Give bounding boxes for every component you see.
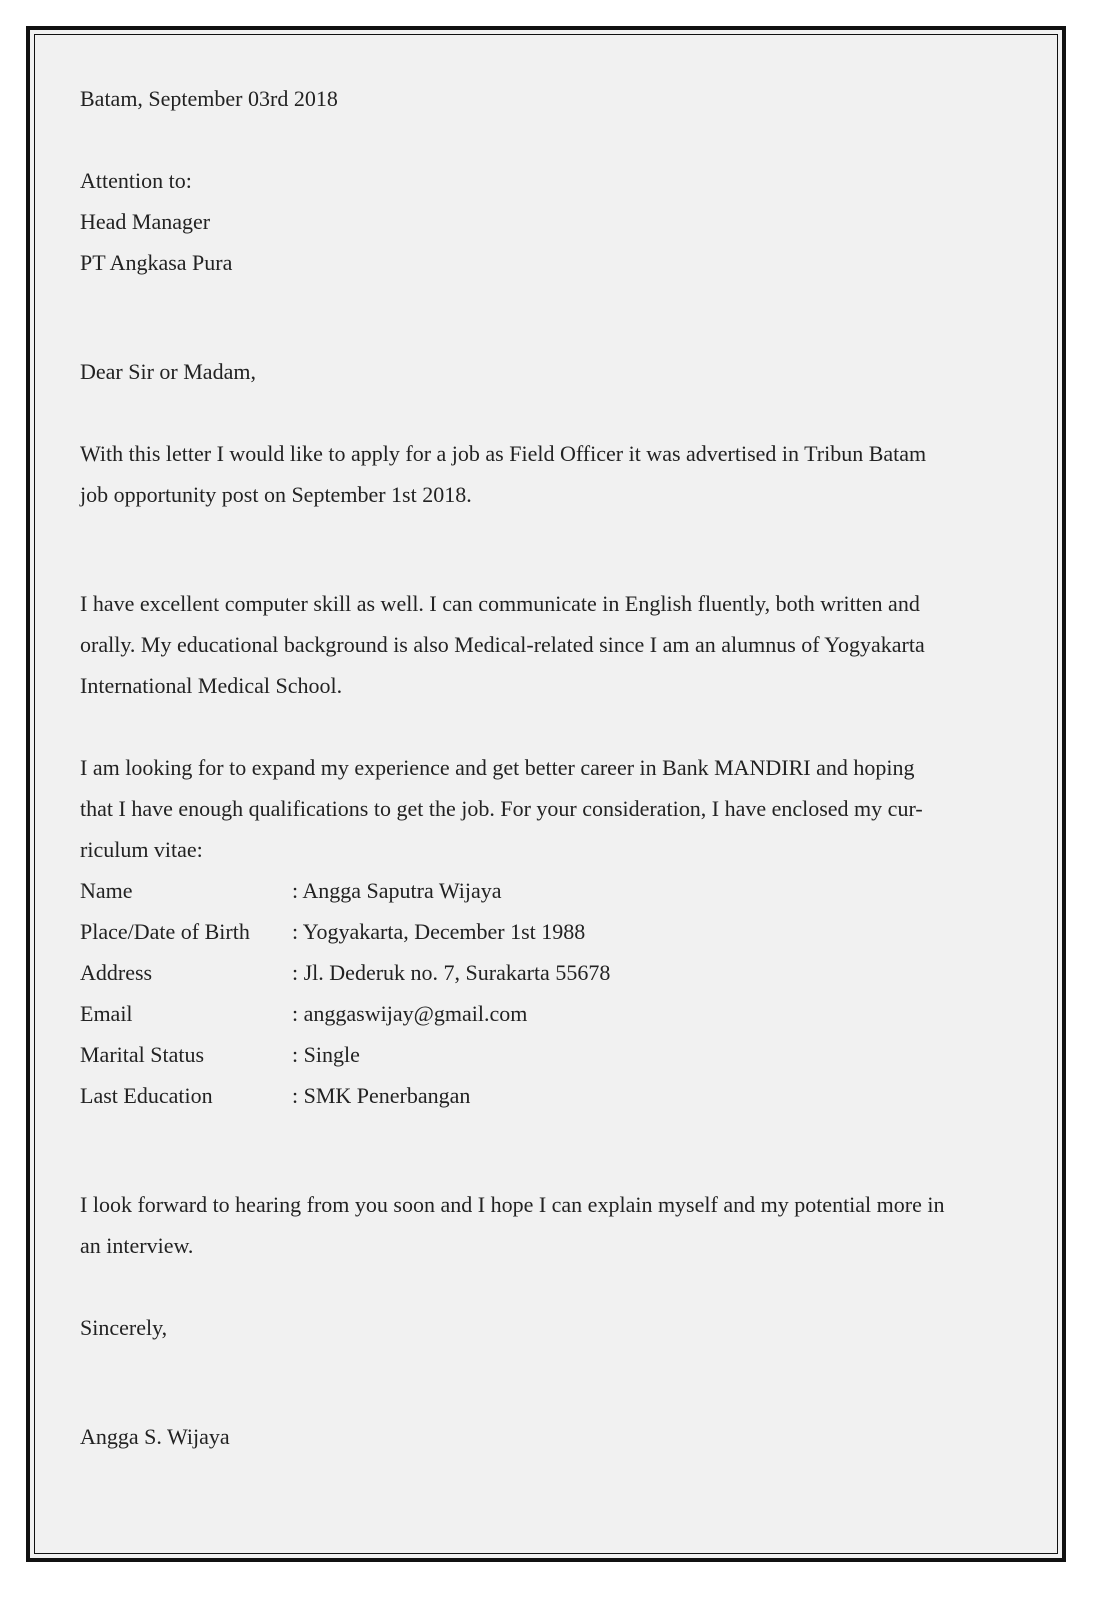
cv-row-education bbox=[80, 1075, 1010, 1116]
paragraph-line: With this letter I would like to apply for a job as Field Officer it was advertised in Tribun Batam bbox=[80, 441, 927, 466]
cv-label: Place/Date of Birth bbox=[80, 919, 250, 944]
cv-label: Last Education bbox=[80, 1083, 213, 1108]
recipient-title: Head Manager bbox=[80, 209, 211, 234]
paragraph-line: job opportunity post on September 1st 2018. bbox=[80, 482, 472, 507]
recipient-company: PT Angkasa Pura bbox=[80, 250, 233, 275]
spacer bbox=[80, 515, 1010, 583]
spacer bbox=[80, 392, 1010, 433]
page-border-outer bbox=[26, 26, 1066, 1562]
paragraph-line: I look forward to hearing from you soon and I hope I can explain myself and my potential more in bbox=[80, 1192, 945, 1217]
cv-value: : Jl. Dederuk no. 7, Surakarta 55678 bbox=[292, 960, 611, 985]
cv-row-name bbox=[80, 870, 1010, 911]
cv-value: : Single bbox=[292, 1042, 360, 1067]
cv-value: : Yogyakarta, December 1st 1988 bbox=[292, 919, 586, 944]
paragraph-line: orally. My educational background is also Medical-related since I am an alumnus of Yogyakarta bbox=[80, 632, 925, 657]
paragraph-line: International Medical School. bbox=[80, 673, 343, 698]
paragraph-line: riculum vitae: bbox=[80, 837, 203, 862]
paragraph-closing bbox=[80, 1184, 1010, 1266]
paragraph-line: I have excellent computer skill as well. I can communicate in English fluently, both written and bbox=[80, 591, 920, 616]
cv-label: Name bbox=[80, 878, 133, 903]
cv-label: Address bbox=[80, 960, 153, 985]
signature-name: Angga S. Wijaya bbox=[80, 1424, 230, 1449]
letter-body bbox=[80, 78, 1010, 1457]
cv-label: Email bbox=[80, 1001, 133, 1026]
paragraph-motivation bbox=[80, 747, 1010, 870]
paragraph-line: that I have enough qualifications to get the job. For your consideration, I have enclosed my cur- bbox=[80, 796, 923, 821]
salutation: Dear Sir or Madam, bbox=[80, 359, 256, 384]
cv-row-address bbox=[80, 952, 1010, 993]
recipient-attention: Attention to: bbox=[80, 168, 192, 193]
spacer bbox=[80, 706, 1010, 747]
spacer bbox=[80, 119, 1010, 160]
paragraph-line: an interview. bbox=[80, 1233, 194, 1258]
valediction: Sincerely, bbox=[80, 1315, 168, 1340]
cv-label: Marital Status bbox=[80, 1042, 205, 1067]
cv-row-marital-status bbox=[80, 1034, 1010, 1075]
paragraph-skills bbox=[80, 583, 1010, 706]
spacer bbox=[80, 1348, 1010, 1416]
cv-row-email bbox=[80, 993, 1010, 1034]
cv-row-birth bbox=[80, 911, 1010, 952]
recipient-block bbox=[80, 160, 1010, 283]
paragraph-application bbox=[80, 433, 1010, 515]
cv-table bbox=[80, 870, 1010, 1116]
cv-value: : anggaswijay@gmail.com bbox=[292, 1001, 528, 1026]
spacer bbox=[80, 1266, 1010, 1307]
paragraph-line: I am looking for to expand my experience and get better career in Bank MANDIRI and hoping bbox=[80, 755, 915, 780]
spacer bbox=[80, 1116, 1010, 1184]
cv-value: : SMK Penerbangan bbox=[292, 1083, 471, 1108]
spacer bbox=[80, 283, 1010, 351]
cv-value: : Angga Saputra Wijaya bbox=[292, 878, 502, 903]
letter-date: Batam, September 03rd 2018 bbox=[80, 86, 338, 111]
